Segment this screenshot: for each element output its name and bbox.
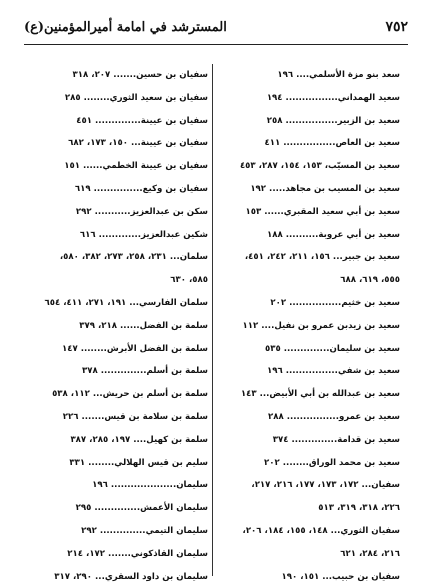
- column-divider: [212, 64, 213, 576]
- index-entry: سعيد بن خثيم................ ٢٠٢: [270, 297, 400, 308]
- index-entry: سلمة بن الفضل الأبرش........ ١٤٧: [62, 343, 208, 354]
- index-entry: سعيد بن زيدبن عمرو بن نفيل.... ١١٢: [242, 320, 400, 331]
- index-entry: سعيد بن عبدالله بن أبي الأبيض... ١٤٣: [240, 389, 400, 400]
- index-entry: ٥٥٥، ٦١٩، ٦٨٨: [340, 275, 400, 286]
- index-entry: سلمان... ٢٣١، ٢٥٨، ٢٧٣، ٣٨٢، ٥٨٠،: [59, 252, 208, 263]
- index-entry: سفيان بن عيينة... ١٥٠، ١٧٣، ٦٨٢: [68, 138, 208, 149]
- index-entry: سعيد بن سليمان.............. ٥٣٥: [265, 343, 400, 354]
- index-entry: سكن بن عبدالعزيز........... ٢٩٢: [75, 206, 208, 217]
- index-entry: سلمة بن أسلم بن حريش... ١١٢، ٥٣٨: [52, 389, 208, 400]
- index-entry: سليمان بن داود السقري... ٢٩٠، ٣١٧: [54, 571, 208, 582]
- index-entry: سعد بنو مزة الأسلمي.... ١٩٦: [277, 70, 400, 80]
- index-column-left: [30, 64, 208, 588]
- index-entry: سفيان بن سعيد الثوري........ ٢٨٥: [64, 92, 208, 103]
- index-entry: سفيان بن وكيع............... ٦١٩: [74, 183, 208, 194]
- index-entry: سعيد بن عمرو................ ٢٨٨: [267, 411, 400, 422]
- index-entry: سلمة بن أسلم.............. ٣٧٨: [82, 366, 208, 377]
- index-entry: سلمان الفارسي... ١٩١، ٢٧١، ٤١١، ٦٥٤: [44, 297, 208, 308]
- index-entry: سفيان بن حبيب... ١٥١، ١٩٠: [281, 571, 400, 582]
- running-title: المسترشد في امامة أميرالمؤمنين(ع): [24, 19, 227, 35]
- index-entry: سفيان بن عيينة الخطمي...... ١٥١: [64, 161, 208, 172]
- index-entry: سليمان الأعمش.............. ٢٩٥: [75, 503, 208, 514]
- index-entry: سفيان بن حسين....... ٢٠٧، ٣١٨: [72, 70, 208, 80]
- index-entry: شكين عبدالعزيز............. ٦١٦: [79, 229, 208, 240]
- index-entry: سعيد بن شفي................ ١٩٦: [266, 366, 400, 377]
- index-entry: سعيد بن الزبير................ ٢٥٨: [266, 115, 400, 126]
- index-entry: ٢٢٦، ٣١٨، ٣١٩، ٥١٣: [318, 503, 400, 514]
- index-entry: سفيان الثوري... ١٤٨، ١٥٥، ١٨٤، ٢٠٦،: [242, 525, 400, 536]
- index-entry: ٥٨٥، ٦٣٠: [170, 275, 208, 286]
- index-entry: سعيد بن المسيب بن مجاهد..... ١٩٢: [250, 183, 400, 194]
- index-entry: سلمة بن كهيل.... ١٩٧، ٢٨٥، ٣٨٧: [70, 434, 208, 445]
- index-entry: سعيد بن قدامة.............. ٣٧٤: [272, 434, 400, 445]
- index-entry: سعيد بن أبي سعيد المقبري...... ١٥٣: [245, 206, 400, 217]
- index-entry: سليمان القاذكوني....... ١٧٢، ٢١٤: [67, 548, 208, 559]
- index-entry: سعيد بن المسيّب، ١٥٣، ١٥٤، ٢٨٧، ٤٥٣: [239, 161, 400, 172]
- index-entry: ٢١٦، ٢٨٤، ٦٢١: [340, 548, 400, 559]
- index-entry: سليمان.................... ١٩٦: [92, 480, 208, 491]
- index-column-right: [222, 64, 400, 588]
- page-number: ٧٥٢: [385, 19, 408, 35]
- index-entry: سليمان التيمي.............. ٢٩٢: [81, 525, 208, 536]
- index-entry: سليم بن قيس الهلالي........ ٣٣١: [69, 457, 208, 468]
- index-entry: سعيد بن محمد الوراق........ ٢٠٢: [264, 457, 400, 468]
- index-entry: سعيد الهمداني................ ١٩٤: [266, 92, 400, 103]
- index-entry: سلمة بن الفضل...... ٢١٨، ٣٧٩: [79, 320, 208, 331]
- index-entry: سلمة بن سلامة بن قيس....... ٢٢٦: [62, 411, 208, 422]
- index-entry: سفيان... ١٧٢، ١٧٣، ١٧٧، ٢١٦، ٢١٧،: [251, 480, 400, 491]
- page-header: [24, 14, 408, 40]
- index-entry: سفيان بن عيينة.............. ٤٥١: [76, 115, 208, 126]
- header-rule: [24, 44, 408, 45]
- index-entry: سعيد بن جبير... ١٥٦، ٢١١، ٢٤٢، ٤٥١،: [244, 252, 400, 263]
- index-entry: سعيد بن العاص................ ٤١١: [264, 138, 400, 149]
- index-entry: سعيد بن أبي عروبة.......... ١٨٨: [267, 229, 400, 240]
